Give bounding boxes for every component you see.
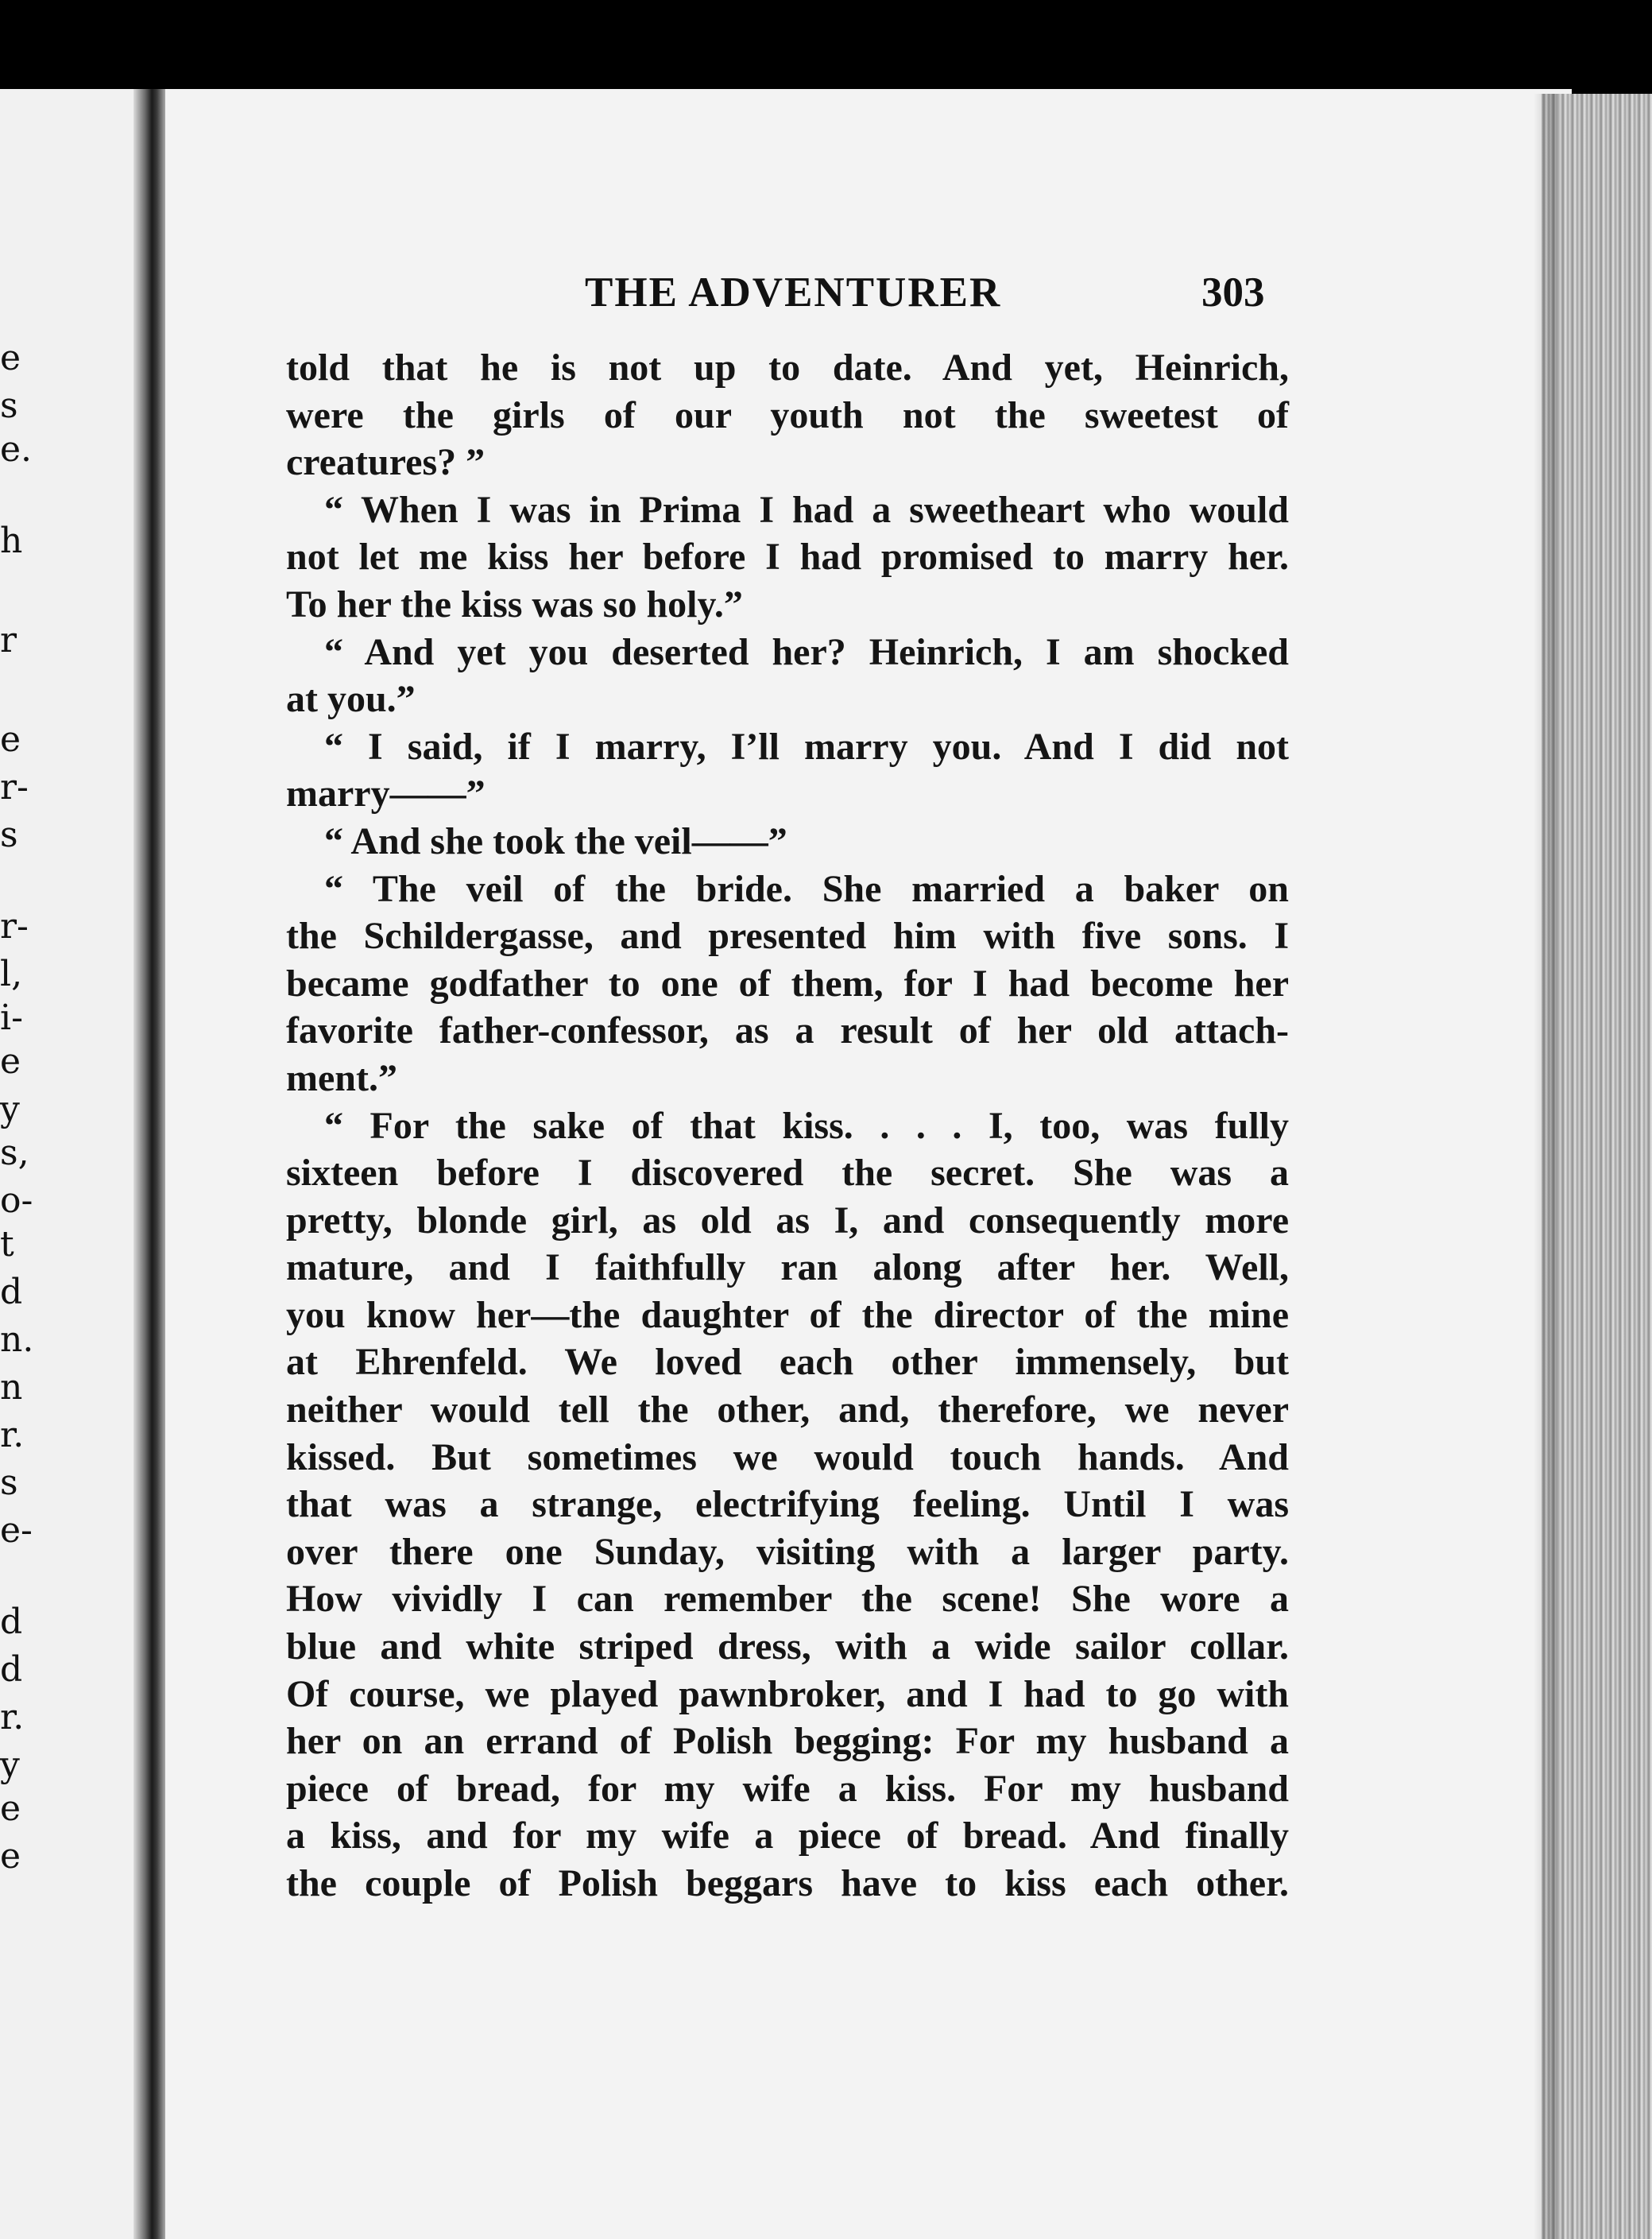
left-page-fragment: r-: [0, 767, 29, 808]
left-page-fragment: d: [0, 1602, 23, 1642]
text-line: at you.”: [286, 678, 416, 721]
text-line: told that he is not up to date. And yet, Heinrich,: [286, 347, 1289, 389]
left-page-fragment: s: [0, 815, 18, 855]
text-line: piece of bread, for my wife a kiss. For my husband: [286, 1767, 1289, 1810]
text-line: creatures? ”: [286, 441, 486, 484]
text-line: mature, and I faithfully ran along after her. Well,: [286, 1246, 1289, 1289]
left-page-fragment: l,: [0, 954, 23, 994]
left-page-fragment: s,: [0, 1133, 29, 1173]
body-text: [286, 344, 1289, 1908]
text-line: were the girls of our youth not the sweetest of: [286, 393, 1289, 436]
text-line: at Ehrenfeld. We loved each other immensely, but: [286, 1341, 1289, 1384]
page-number: 303: [1201, 269, 1265, 316]
text-line: became godfather to one of them, for I had become her: [286, 962, 1289, 1005]
page-stack-edge: [1542, 94, 1652, 2239]
left-page-fragment: y: [0, 1089, 20, 1129]
left-page-fragment: s: [0, 385, 18, 426]
text-line: over there one Sunday, visiting with a larger party.: [286, 1530, 1289, 1573]
text-line: neither would tell the other, and, therefore, we never: [286, 1389, 1289, 1431]
left-page-fragment: i-: [0, 997, 23, 1038]
left-page-fragment: e: [0, 1788, 21, 1829]
text-line: that was a strange, electrifying feeling. Until I was: [286, 1483, 1289, 1526]
text-line: “ And yet you deserted her? Heinrich, I am shocked: [324, 630, 1289, 673]
text-line: ment.”: [286, 1056, 397, 1099]
running-title: THE ADVENTURER: [585, 269, 1002, 316]
text-line: the Schildergasse, and presented him with five sons. I: [286, 915, 1289, 958]
text-line: blue and white striped dress, with a wide sailor collar.: [286, 1625, 1289, 1668]
text-line: “ The veil of the bride. She married a baker on: [324, 867, 1289, 910]
book-gutter: [133, 89, 167, 2239]
text-line: sixteen before I discovered the secret. She was a: [286, 1152, 1289, 1195]
text-line: favorite father-confessor, as a result of her old attach-: [286, 1009, 1289, 1052]
left-page-fragment: n.: [0, 1319, 34, 1360]
left-page-fragment: d: [0, 1272, 23, 1312]
left-page-fragment: r: [0, 620, 17, 660]
text-line: you know her—the daughter of the director of the mine: [286, 1293, 1289, 1336]
page-edge-shadow: [1534, 94, 1557, 2239]
text-line: the couple of Polish beggars have to kiss each other.: [286, 1862, 1289, 1904]
left-page-fragment: r.: [0, 1697, 25, 1737]
left-page-fragment: e: [0, 719, 21, 760]
text-line: “ I said, if I marry, I’ll marry you. And I did not: [324, 725, 1289, 768]
left-page-fragment: n: [0, 1367, 23, 1408]
text-line: pretty, blonde girl, as old as I, and consequently more: [286, 1199, 1289, 1242]
text-line: “ When I was in Prima I had a sweetheart who would: [324, 488, 1289, 531]
text-line: To her the kiss was so holy.”: [286, 583, 743, 626]
text-line: marry——”: [286, 773, 486, 815]
left-page-fragment: o-: [0, 1180, 33, 1221]
left-page-fragment: e.: [0, 429, 33, 470]
left-page-fragment: y: [0, 1745, 20, 1785]
left-page-fragment: e-: [0, 1510, 33, 1551]
text-line: her on an errand of Polish begging: For my husband a: [286, 1720, 1289, 1763]
left-page-fragment: e: [0, 338, 21, 378]
text-line: “ And she took the veil——”: [324, 819, 787, 862]
text-line: How vividly I can remember the scene! She wore a: [286, 1578, 1289, 1621]
text-line: a kiss, and for my wife a piece of bread. And finally: [286, 1815, 1289, 1857]
left-page-fragment: r.: [0, 1415, 25, 1455]
text-line: not let me kiss her before I had promised to marry her.: [286, 536, 1289, 579]
left-page-fragment: e: [0, 1041, 21, 1082]
text-line: kissed. But sometimes we would touch hands. And: [286, 1435, 1289, 1478]
left-page-fragment: h: [0, 521, 23, 561]
left-page-fragment: d: [0, 1649, 23, 1690]
text-line: “ For the sake of that kiss. . . . I, too, was fully: [324, 1104, 1289, 1147]
left-page-fragment: e: [0, 1836, 21, 1877]
text-line: Of course, we played pawnbroker, and I had to go with: [286, 1672, 1289, 1715]
left-page-fragment: s: [0, 1462, 18, 1503]
left-page-fragment: t: [0, 1224, 14, 1265]
left-page-fragment: r-: [0, 906, 29, 947]
